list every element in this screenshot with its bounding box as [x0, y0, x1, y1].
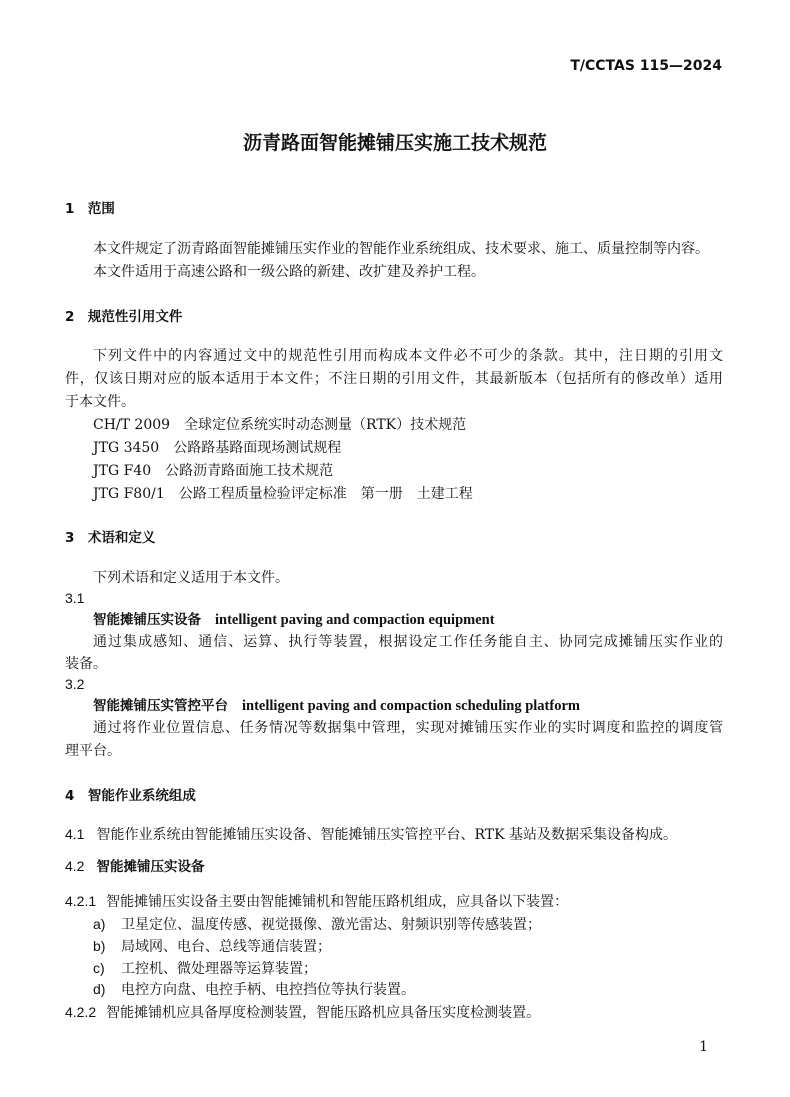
term-definition: 理平台。 — [65, 743, 121, 759]
term-definition: 装备。 — [65, 656, 107, 672]
clause-text: 智能摊铺压实设备主要由智能摊铺机和智能压路机组成，应具备以下装置： — [106, 894, 569, 910]
clause-text: 智能摊铺机应具备厚度检测装置，智能压路机应具备压实度检测装置。 — [106, 1005, 541, 1021]
clause-4-2-2 — [65, 1002, 540, 1023]
section-heading-4: 4 智能作业系统组成 — [65, 788, 196, 804]
clause-heading: 智能摊铺压实设备 — [96, 859, 205, 875]
reference-item: CH/T 2009 全球定位系统实时动态测量（RTK）技术规范 — [93, 417, 467, 433]
document-code: T/CCTAS 115—2024 — [570, 58, 722, 74]
list-text: 局域网、电台、总线等通信装置； — [121, 939, 331, 955]
paragraph-line: 本文件适用于高速公路和一级公路的新建、改扩建及养护工程。 — [93, 264, 485, 280]
paragraph-line: 于本文件。 — [65, 394, 135, 410]
section-heading-1: 1 范围 — [65, 201, 115, 217]
page-number: 1 — [699, 1039, 708, 1055]
clause-4-2-1 — [65, 891, 568, 912]
clause-text: 智能作业系统由智能摊铺压实设备、智能摊铺压实管控平台、RTK 基站及数据采集设备构成。 — [96, 827, 678, 843]
list-item — [93, 958, 317, 979]
list-marker: c) — [93, 960, 105, 976]
term-definition: 通过将作业位置信息、任务情况等数据集中管理，实现对摊铺压实作业的实时调度和监控的调度管 — [93, 720, 723, 736]
term-title — [93, 610, 495, 630]
reference-item: JTG F40 公路沥青路面施工技术规范 — [93, 463, 334, 479]
term-number: 3.1 — [65, 590, 85, 606]
list-text: 电控方向盘、电控手柄、电控挡位等执行装置。 — [121, 982, 415, 998]
term-zh: 智能摊铺压实设备 — [93, 612, 201, 628]
clause-number: 4.2.1 — [65, 893, 97, 909]
section-heading-3: 3 术语和定义 — [65, 530, 156, 546]
list-text: 工控机、微处理器等运算装置； — [121, 961, 317, 977]
reference-item: JTG F80/1 公路工程质量检验评定标准 第一册 土建工程 — [93, 486, 473, 502]
term-title — [93, 696, 580, 716]
term-definition: 通过集成感知、通信、运算、执行等装置，根据设定工作任务能自主、协同完成摊铺压实作业的 — [93, 634, 723, 650]
list-marker: d) — [93, 981, 106, 997]
clause-number: 4.2.2 — [65, 1004, 97, 1020]
paragraph-line: 本文件规定了沥青路面智能摊铺压实作业的智能作业系统组成、技术要求、施工、质量控制等内容。 — [93, 241, 709, 257]
section-heading-2: 2 规范性引用文件 — [65, 309, 183, 325]
reference-item: JTG 3450 公路路基路面现场测试规程 — [93, 440, 342, 456]
list-item — [93, 979, 415, 1000]
term-en: intelligent paving and compaction scheduling platform — [242, 698, 580, 714]
paragraph-line: 件，仅该日期对应的版本适用于本文件；不注日期的引用文件，其最新版本（包括所有的修改单）适用 — [65, 371, 723, 387]
term-en: intelligent paving and compaction equipment — [215, 612, 495, 628]
list-item — [93, 914, 541, 935]
clause-number: 4.2 — [65, 858, 85, 874]
clause-number: 4.1 — [65, 826, 85, 842]
clause-4-1 — [65, 824, 677, 845]
paragraph-line: 下列术语和定义适用于本文件。 — [93, 570, 289, 586]
document-title: 沥青路面智能摊铺压实施工技术规范 — [242, 132, 547, 154]
clause-4-2 — [65, 856, 204, 877]
list-item — [93, 936, 331, 957]
list-marker: b) — [93, 938, 106, 954]
list-text: 卫星定位、温度传感、视觉摄像、激光雷达、射频识别等传感装置； — [121, 917, 541, 933]
term-zh: 智能摊铺压实管控平台 — [93, 698, 228, 714]
paragraph-line: 下列文件中的内容通过文中的规范性引用而构成本文件必不可少的条款。其中，注日期的引用文 — [93, 348, 723, 364]
list-marker: a) — [93, 916, 106, 932]
term-number: 3.2 — [65, 676, 85, 692]
